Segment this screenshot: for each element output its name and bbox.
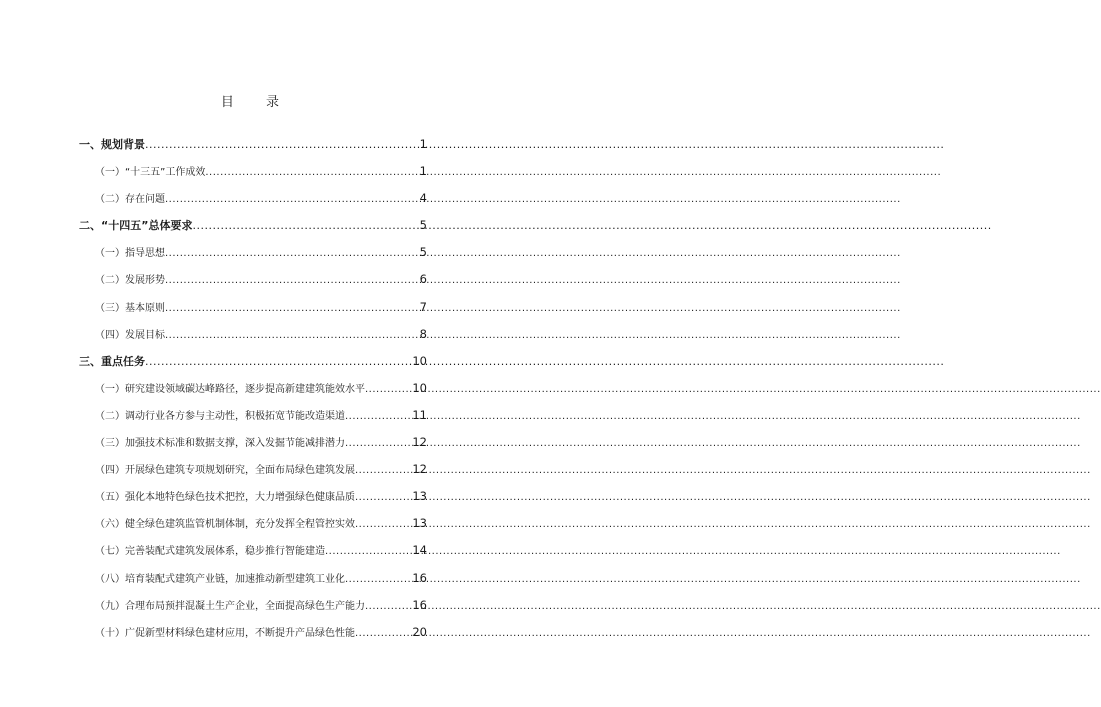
toc-entry-label: （八）培育装配式建筑产业链，加速推动新型建筑工业化 [95,573,345,585]
toc-dot-leader [145,352,412,372]
table-of-contents [79,134,427,649]
toc-dot-leader [345,570,412,590]
toc-dot-leader [165,244,420,264]
toc-entry-label: （一）指导思想 [95,248,165,260]
toc-dot-leader [325,542,412,562]
toc-entry-label: （二）发展形势 [95,275,165,287]
toc-subsection-entry[interactable] [79,513,427,540]
toc-dot-leader [165,190,420,210]
toc-dot-leader [145,135,420,155]
toc-dot-leader [365,380,412,400]
toc-entry-label: （七）完善装配式建筑发展体系，稳步推行智能建造 [95,546,325,558]
toc-page-number: 16 [412,597,427,612]
toc-page-number: 6 [419,272,427,287]
toc-dot-leader [192,216,419,236]
toc-subsection-entry[interactable] [79,405,427,432]
toc-section-entry[interactable] [79,215,427,242]
toc-page-number: 5 [419,245,427,260]
toc-dot-leader [345,407,412,427]
toc-page-number: 1 [419,137,427,151]
toc-dot-leader [355,488,412,508]
toc-entry-label: （三）基本原则 [95,302,165,314]
toc-page-number: 8 [419,326,427,341]
toc-subsection-entry[interactable] [79,297,427,324]
toc-entry-label: 三、重点任务 [79,354,145,368]
toc-subsection-entry[interactable] [79,242,427,269]
toc-entry-label: 二、“十四五”总体要求 [79,219,193,233]
toc-subsection-entry[interactable] [79,324,427,351]
toc-entry-label: （二）存在问题 [95,194,165,206]
toc-subsection-entry[interactable] [79,378,427,405]
toc-subsection-entry[interactable] [79,595,427,622]
toc-entry-label: （一）研究建设领域碳达峰路径，逐步提高新建建筑能效水平 [95,383,365,395]
toc-page-number: 14 [412,543,427,558]
toc-page-number: 7 [419,299,427,314]
toc-page-number: 16 [412,570,427,585]
toc-entry-label: （六）健全绿色建筑监管机制体制，充分发挥全程管控实效 [95,519,355,531]
toc-subsection-entry[interactable] [79,622,427,649]
toc-page-number: 1 [419,164,427,179]
page-title: 目 录 [220,95,294,110]
toc-page-number: 13 [412,516,427,531]
toc-page-number: 20 [412,624,427,639]
toc-section-entry[interactable] [79,351,427,378]
toc-entry-label: （十）广促新型材料绿色建材应用，不断提升产品绿色性能 [95,627,355,639]
toc-dot-leader [345,434,412,454]
toc-dot-leader [205,163,419,183]
toc-entry-label: （四）开展绿色建筑专项规划研究，全面布局绿色建筑发展 [95,465,355,477]
toc-dot-leader [365,597,412,617]
toc-dot-leader [165,271,420,291]
toc-page-number: 12 [412,435,427,450]
toc-subsection-entry[interactable] [79,269,427,296]
toc-entry-label: （五）强化本地特色绿色技术把控，大力增强绿色健康品质 [95,492,355,504]
toc-page-number: 10 [412,380,427,395]
toc-entry-label: （一）“十三五”工作成效 [95,167,206,179]
toc-subsection-entry[interactable] [79,568,427,595]
toc-dot-leader [355,515,412,535]
toc-dot-leader [165,326,420,346]
toc-dot-leader [355,624,412,644]
toc-subsection-entry[interactable] [79,459,427,486]
toc-page-number: 12 [412,462,427,477]
toc-entry-label: （二）调动行业各方参与主动性，积极拓宽节能改造渠道 [95,410,345,422]
toc-page-number: 4 [419,191,427,206]
toc-section-entry[interactable] [79,134,427,161]
toc-entry-label: （四）发展目标 [95,329,165,341]
toc-subsection-entry[interactable] [79,188,427,215]
toc-subsection-entry[interactable] [79,432,427,459]
toc-subsection-entry[interactable] [79,486,427,513]
toc-page-number: 11 [412,407,427,422]
toc-page-number: 5 [419,218,427,233]
toc-dot-leader [355,461,412,481]
toc-page-number: 10 [412,353,427,368]
toc-dot-leader [165,299,420,319]
toc-page-number: 13 [412,489,427,504]
toc-subsection-entry[interactable] [79,161,427,188]
toc-entry-label: （三）加强技术标准和数据支撑，深入发掘节能减排潜力 [95,438,345,450]
toc-subsection-entry[interactable] [79,540,427,567]
toc-entry-label: （九）合理布局预拌混凝土生产企业，全面提高绿色生产能力 [95,600,365,612]
toc-entry-label: 一、规划背景 [79,138,145,151]
